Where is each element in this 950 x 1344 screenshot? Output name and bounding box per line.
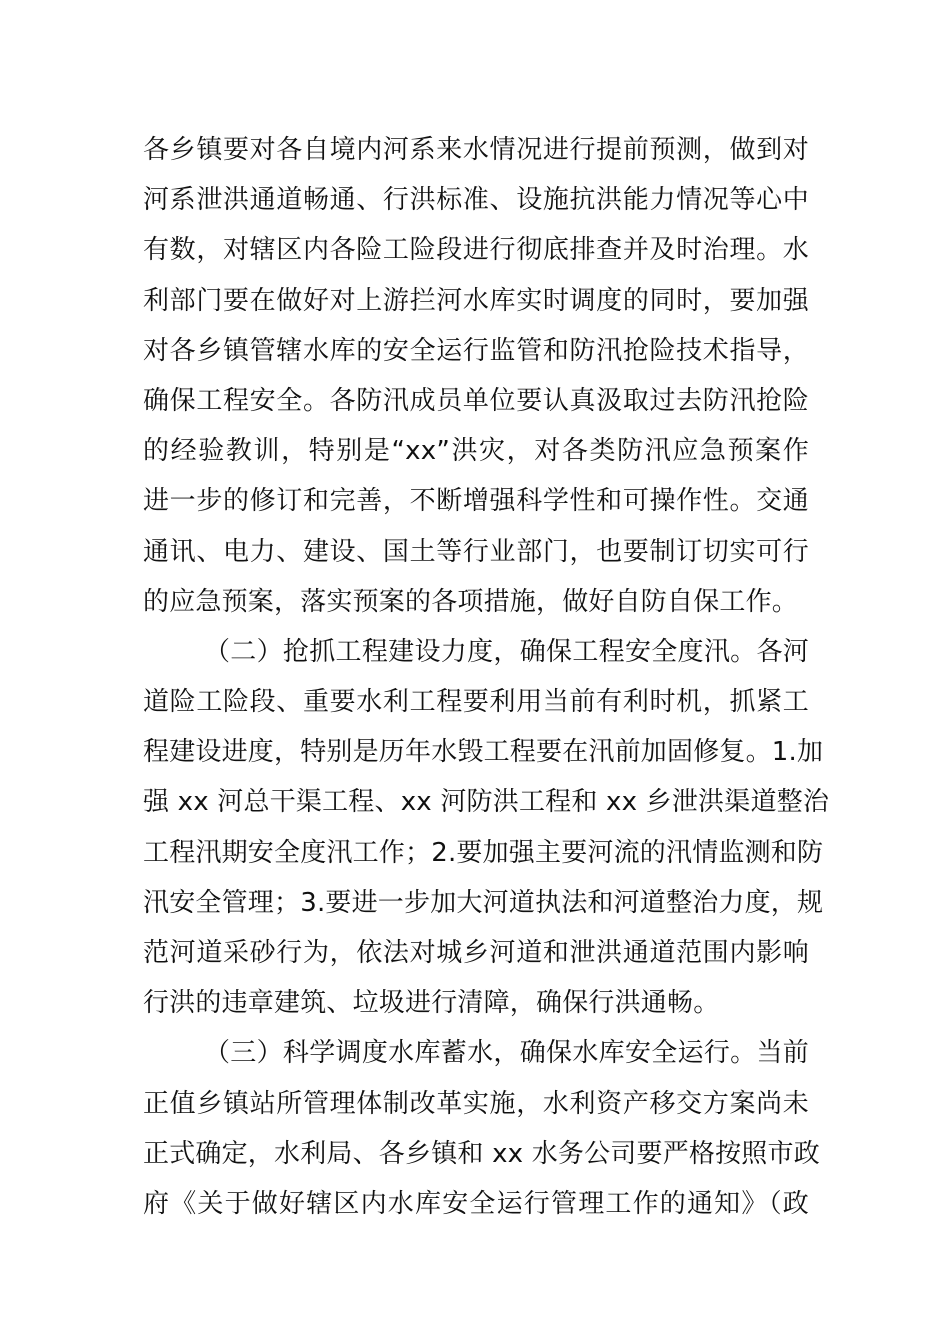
paragraph-section-2 xyxy=(143,627,830,1029)
text-line: 正式确定，水利局、各乡镇和 xx 水务公司要严格按照市政 xyxy=(143,1138,820,1169)
text-line: 利部门要在做好对上游拦河水库实时调度的同时，要加强 xyxy=(143,285,809,316)
text-line: 强 xx 河总干渠工程、xx 河防洪工程和 xx 乡泄洪渠道整治 xyxy=(143,787,830,818)
text-line: 各乡镇要对各自境内河系来水情况进行提前预测，做到对 xyxy=(143,135,809,165)
document-body xyxy=(143,125,830,1229)
text-line: 有数，对辖区内各险工险段进行彻底排查并及时治理。水 xyxy=(143,235,809,266)
text-line: 对各乡镇管辖水库的安全运行监管和防汛抢险技术指导， xyxy=(143,335,809,366)
text-line: 正值乡镇站所管理体制改革实施，水利资产移交方案尚未 xyxy=(143,1088,809,1119)
section-heading-line: （三）科学调度水库蓄水，确保水库安全运行。当前 xyxy=(204,1038,809,1069)
text-line: 府《关于做好辖区内水库安全运行管理工作的通知》（政 xyxy=(143,1188,809,1219)
text-line: 河系泄洪通道畅通、行洪标准、设施抗洪能力情况等心中 xyxy=(143,185,809,216)
text-line: 通讯、电力、建设、国土等行业部门，也要制订切实可行 xyxy=(143,536,809,567)
text-line: 确保工程安全。各防汛成员单位要认真汲取过去防汛抢险 xyxy=(143,385,809,416)
text-line: 的应急预案，落实预案的各项措施，做好自防自保工作。 xyxy=(143,586,799,617)
text-line: 程建设进度，特别是历年水毁工程要在汛前加固修复。1.加 xyxy=(143,737,824,768)
text-line: 行洪的违章建筑、垃圾进行清障，确保行洪通畅。 xyxy=(143,988,720,1019)
text-line: 进一步的修订和完善，不断增强科学性和可操作性。交通 xyxy=(143,486,809,517)
section-heading-line: （二）抢抓工程建设力度，确保工程安全度汛。各河 xyxy=(204,636,809,667)
paragraph-section-3 xyxy=(143,1028,820,1229)
paragraph-continuation xyxy=(143,125,809,627)
text-line: 的经验教训，特别是“xx”洪灾，对各类防汛应急预案作 xyxy=(143,436,809,467)
text-line: 道险工险段、重要水利工程要利用当前有利时机，抓紧工 xyxy=(143,687,809,718)
text-line: 范河道采砂行为，依法对城乡河道和泄洪通道范围内影响 xyxy=(143,938,809,968)
text-line: 汛安全管理；3.要进一步加大河道执法和河道整治力度，规 xyxy=(143,887,824,918)
text-line: 工程汛期安全度汛工作；2.要加强主要河流的汛情监测和防 xyxy=(143,837,824,868)
